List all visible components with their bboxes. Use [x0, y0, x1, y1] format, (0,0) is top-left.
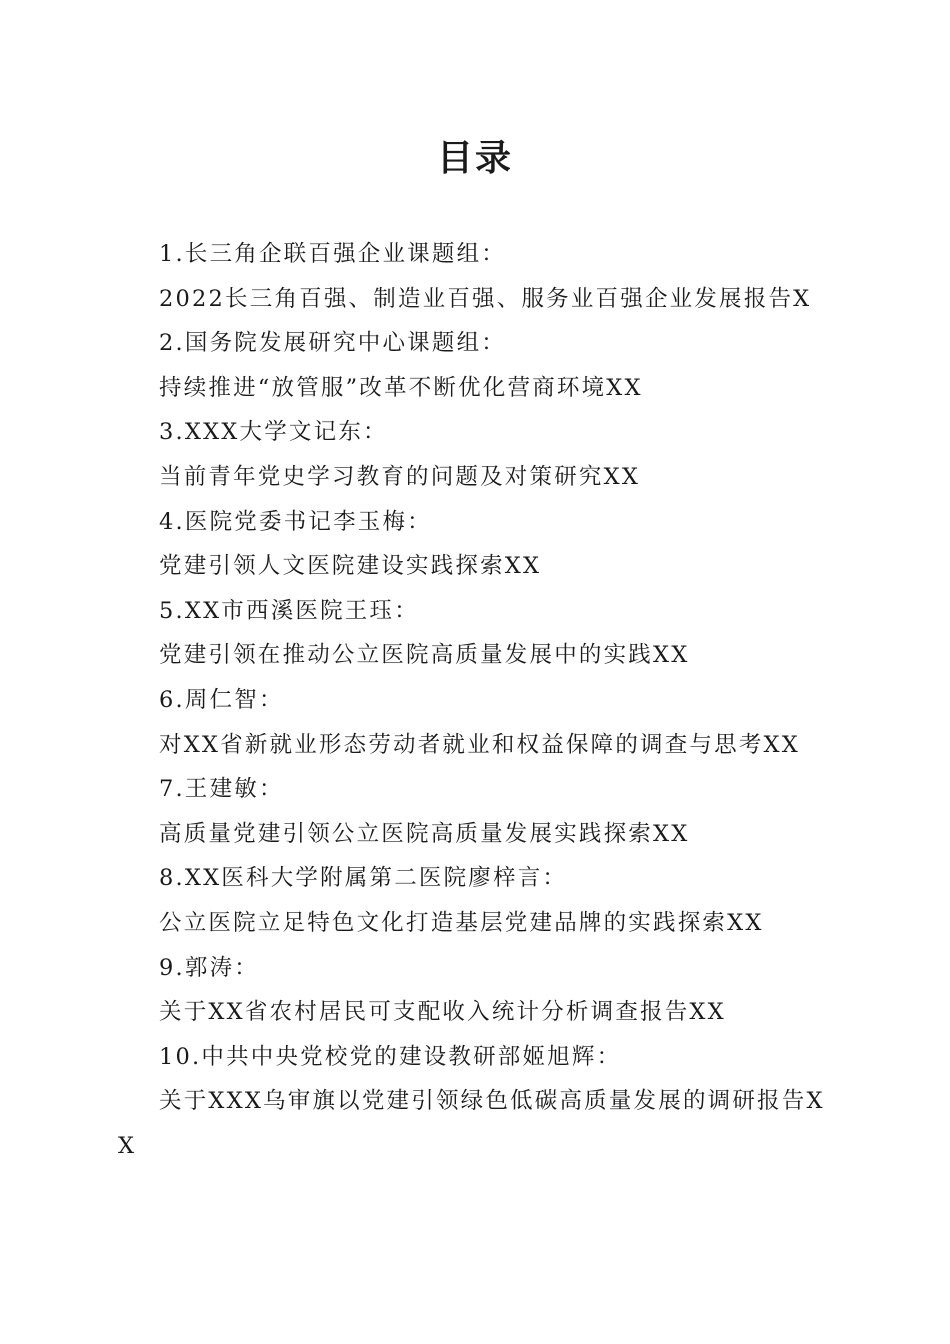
toc-entry-6-title: 对XX省新就业形态劳动者就业和权益保障的调查与思考XX [159, 731, 800, 758]
toc-entry-7-heading: 7.王建敏： [159, 776, 284, 803]
toc-entry-1-heading: 1.长三角企联百强企业课题组： [159, 241, 506, 267]
toc-entry-9-heading: 9.郭涛： [159, 954, 259, 981]
toc-entry-8-heading: 8.XX医科大学附属第二医院廖梓言： [159, 865, 568, 892]
toc-list [118, 232, 838, 1168]
toc-entry-9-title: 关于XX省农村居民可支配收入统计分析调查报告XX [159, 999, 726, 1026]
toc-entry-8-title: 公立医院立足特色文化打造基层党建品牌的实践探索XX [159, 909, 764, 936]
toc-entry-4-title: 党建引领人文医院建设实践探索XX [159, 553, 542, 580]
toc-title: 目录 [436, 137, 513, 179]
toc-entry-1-title: 2022长三角百强、制造业百强、服务业百强企业发展报告X [159, 285, 812, 312]
toc-entry-4-heading: 4.医院党委书记李玉梅： [159, 508, 432, 535]
toc-entry-3-heading: 3.XXX大学文记东： [159, 419, 388, 446]
toc-entry-3-title: 当前青年党史学习教育的问题及对策研究XX [159, 463, 641, 490]
toc-entry-10-heading: 10.中共中央党校党的建设教研部姬旭辉： [159, 1043, 622, 1070]
toc-entry-2-title: 持续推进“放管服”改革不断优化营商环境XX [159, 374, 643, 401]
toc-entry-5-title: 党建引领在推动公立医院高质量发展中的实践XX [159, 642, 690, 669]
toc-entry-2-heading: 2.国务院发展研究中心课题组： [159, 330, 506, 357]
toc-entry-5-heading: 5.XX市西溪医院王珏： [159, 597, 419, 624]
toc-entry-10-title: 关于XXX乌审旗以党建引领绿色低碳高质量发展的调研报告XX [118, 1088, 825, 1159]
toc-entry-7-title: 高质量党建引领公立医院高质量发展实践探索XX [159, 820, 690, 847]
toc-entry-6-heading: 6.周仁智： [159, 686, 284, 713]
